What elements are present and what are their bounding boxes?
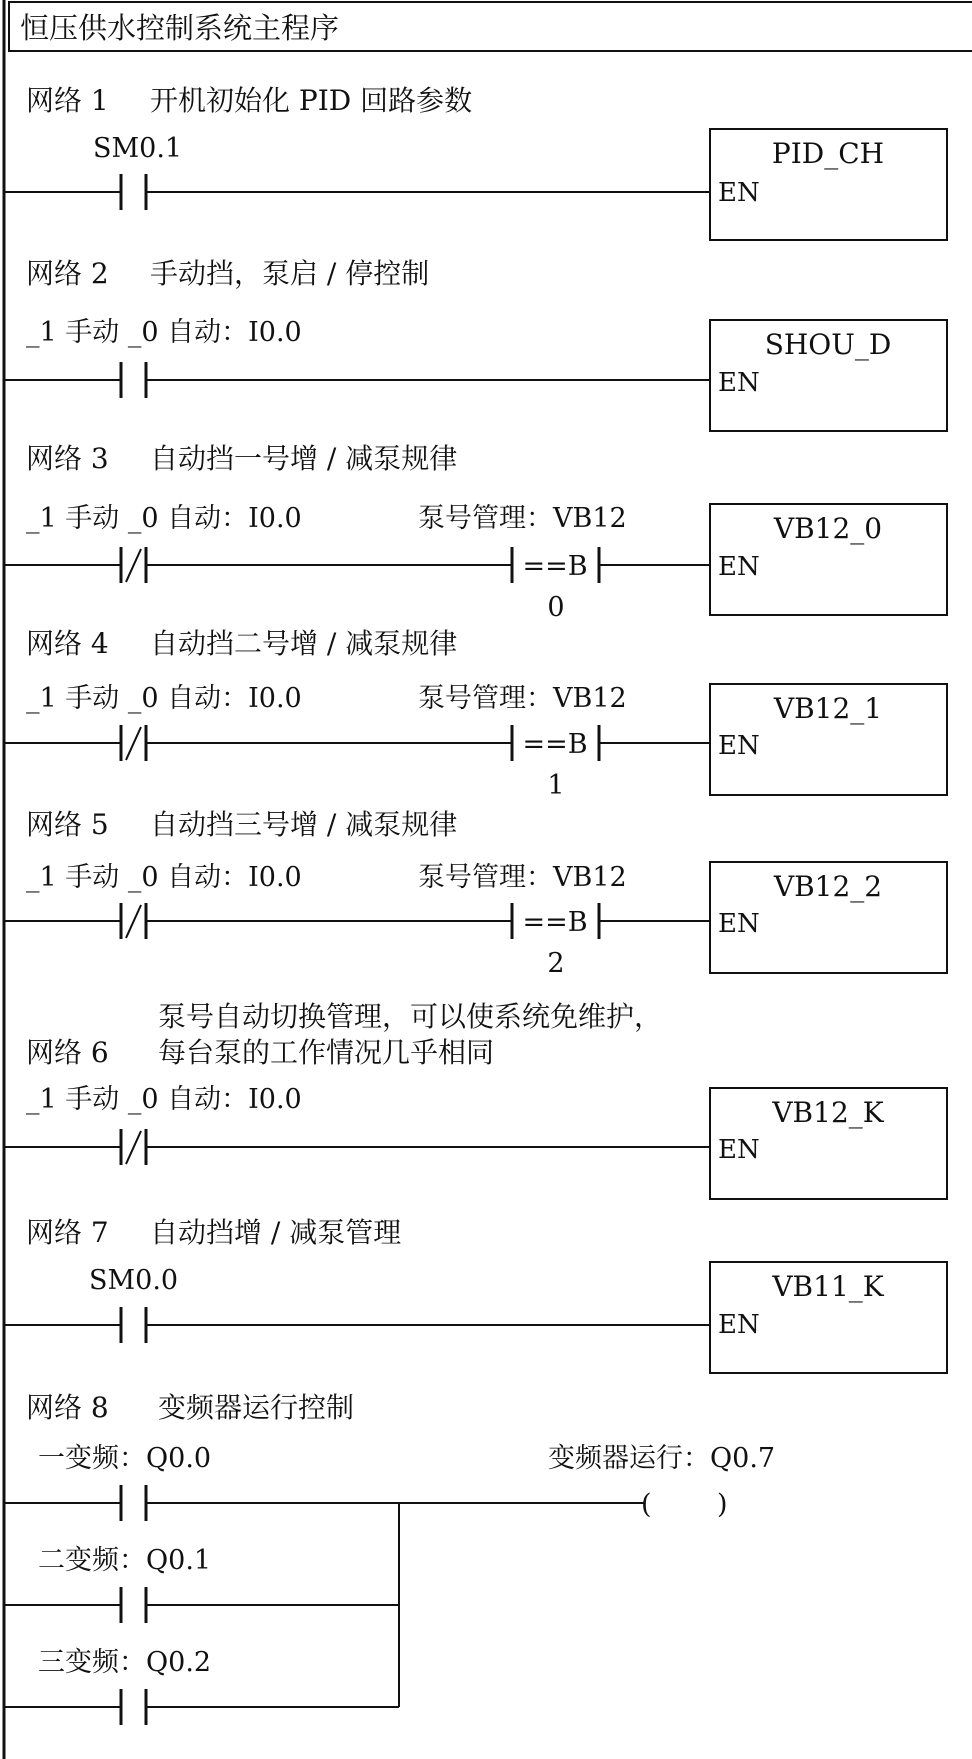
normally-open-contact xyxy=(121,362,146,398)
title-bar xyxy=(9,2,972,51)
network-4-comment: 自动挡二号增 / 减泵规律 xyxy=(150,627,458,660)
network-7-contact-label: SM0.0 xyxy=(89,1265,179,1296)
compare-value: 0 xyxy=(547,592,565,623)
network-6-comment-line1: 泵号自动切换管理，可以使系统免维护， xyxy=(158,1000,663,1033)
normally-closed-contact xyxy=(121,725,146,761)
network-8 xyxy=(4,1391,775,1725)
function-box-vb12-k xyxy=(710,1088,947,1199)
network-4-heading: 网络 4 xyxy=(26,627,109,660)
function-box-shou-d xyxy=(710,320,947,431)
compare-contact xyxy=(512,547,599,583)
program-title: 恒压供水控制系统主程序 xyxy=(20,11,340,45)
enable-pin-label: EN xyxy=(718,552,760,582)
network-6-heading: 网络 6 xyxy=(26,1036,109,1069)
network-1-comment: 开机初始化 PID 回路参数 xyxy=(150,84,473,117)
network-7-heading: 网络 7 xyxy=(26,1216,109,1249)
enable-pin-label: EN xyxy=(718,731,760,761)
network-6 xyxy=(4,1000,947,1199)
network-3-compare-label: 泵号管理：VB12 xyxy=(418,503,627,534)
function-box-name: VB12_0 xyxy=(773,512,883,545)
enable-pin-label: EN xyxy=(718,1135,760,1165)
network-6-comment-line2: 每台泵的工作情况几乎相同 xyxy=(158,1036,495,1069)
function-box-vb11-k xyxy=(710,1262,947,1373)
enable-pin-label: EN xyxy=(718,368,760,398)
normally-open-contact xyxy=(121,174,146,210)
network-7 xyxy=(4,1216,947,1373)
network-5 xyxy=(4,808,947,979)
function-box-name: VB12_2 xyxy=(773,870,883,903)
network-7-comment: 自动挡增 / 减泵管理 xyxy=(150,1216,402,1249)
function-box-vb12-2 xyxy=(710,862,947,973)
normally-open-contact xyxy=(121,1307,146,1343)
enable-pin-label: EN xyxy=(718,178,760,208)
compare-contact xyxy=(512,903,599,939)
contact-q0-2-label: 三变频：Q0.2 xyxy=(38,1647,212,1678)
function-box-vb12-0 xyxy=(710,504,947,615)
function-box-name: VB12_1 xyxy=(773,692,883,725)
compare-operator: ==B xyxy=(522,907,588,938)
normally-closed-contact xyxy=(121,903,146,939)
coil-close-paren: ) xyxy=(717,1489,728,1520)
enable-pin-label: EN xyxy=(718,909,760,939)
network-2 xyxy=(4,257,947,431)
function-box-name: SHOU_D xyxy=(764,328,892,361)
output-coil xyxy=(641,1489,728,1520)
network-6-contact-label: _1 手动 _0 自动：I0.0 xyxy=(26,1084,302,1115)
normally-open-contact-q0-2 xyxy=(121,1689,146,1725)
compare-operator: ==B xyxy=(522,729,588,760)
network-5-heading: 网络 5 xyxy=(26,808,109,841)
compare-operator: ==B xyxy=(522,551,588,582)
compare-value: 2 xyxy=(547,948,565,979)
contact-q0-1-label: 二变频：Q0.1 xyxy=(38,1545,212,1576)
enable-pin-label: EN xyxy=(718,1310,760,1340)
network-8-comment: 变频器运行控制 xyxy=(158,1391,355,1424)
function-box-pid-ch xyxy=(710,129,947,240)
network-1-heading: 网络 1 xyxy=(26,84,109,117)
network-3-contact-label: _1 手动 _0 自动：I0.0 xyxy=(26,503,302,534)
network-8-heading: 网络 8 xyxy=(26,1391,109,1424)
contact-q0-0-label: 一变频：Q0.0 xyxy=(38,1443,212,1474)
normally-open-contact-q0-0 xyxy=(121,1485,146,1521)
function-box-name: VB12_K xyxy=(772,1096,884,1129)
network-2-heading: 网络 2 xyxy=(26,257,109,290)
normally-closed-contact xyxy=(121,1129,146,1165)
network-5-contact-label: _1 手动 _0 自动：I0.0 xyxy=(26,862,302,893)
network-2-comment: 手动挡，泵启 / 停控制 xyxy=(150,257,430,290)
function-box-name: PID_CH xyxy=(771,137,885,170)
compare-contact xyxy=(512,725,599,761)
network-4 xyxy=(4,627,947,801)
network-4-contact-label: _1 手动 _0 自动：I0.0 xyxy=(26,683,302,714)
compare-value: 1 xyxy=(547,770,565,801)
network-1-contact-label: SM0.1 xyxy=(93,133,183,164)
network-1 xyxy=(4,84,947,240)
function-box-name: VB11_K xyxy=(772,1270,884,1303)
function-box-vb12-1 xyxy=(710,684,947,795)
coil-q0-7-label: 变频器运行：Q0.7 xyxy=(548,1443,776,1474)
normally-open-contact-q0-1 xyxy=(121,1587,146,1623)
coil-open-paren: ( xyxy=(641,1489,652,1520)
network-2-contact-label: _1 手动 _0 自动：I0.0 xyxy=(26,317,302,348)
network-5-compare-label: 泵号管理：VB12 xyxy=(418,862,627,893)
network-5-comment: 自动挡三号增 / 减泵规律 xyxy=(150,808,458,841)
network-3 xyxy=(4,442,947,623)
network-4-compare-label: 泵号管理：VB12 xyxy=(418,683,627,714)
normally-closed-contact xyxy=(121,547,146,583)
network-3-comment: 自动挡一号增 / 减泵规律 xyxy=(150,442,458,475)
network-3-heading: 网络 3 xyxy=(26,442,109,475)
